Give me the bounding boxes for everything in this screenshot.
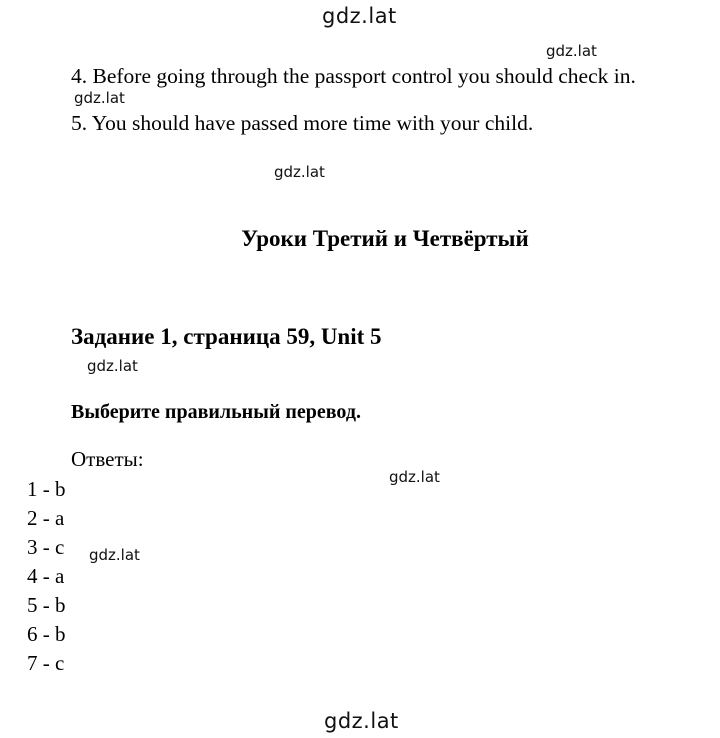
answer-item: 5 - b <box>27 593 66 617</box>
lesson-title: Уроки Третий и Четвёртый <box>241 226 529 251</box>
watermark-bottom: gdz.lat <box>324 709 399 733</box>
watermark: gdz.lat <box>546 42 597 60</box>
task-title: Задание 1, страница 59, Unit 5 <box>71 324 382 349</box>
sentence-5: 5. You should have passed more time with your child. <box>71 111 534 135</box>
watermark-top: gdz.lat <box>322 4 397 28</box>
watermark: gdz.lat <box>74 89 125 107</box>
watermark: gdz.lat <box>389 468 440 486</box>
task-instruction: Выберите правильный перевод. <box>71 401 361 423</box>
answers-label: Ответы: <box>71 447 144 471</box>
answer-item: 6 - b <box>27 622 66 646</box>
answer-item: 1 - b <box>27 477 66 501</box>
answer-item: 3 - c <box>27 535 65 559</box>
answer-item: 2 - a <box>27 506 65 530</box>
answer-item: 7 - c <box>27 651 65 675</box>
sentence-4: 4. Before going through the passport control you should check in. <box>71 64 636 88</box>
watermark: gdz.lat <box>87 357 138 375</box>
watermark: gdz.lat <box>89 546 140 564</box>
watermark: gdz.lat <box>274 163 325 181</box>
answer-item: 4 - a <box>27 564 65 588</box>
